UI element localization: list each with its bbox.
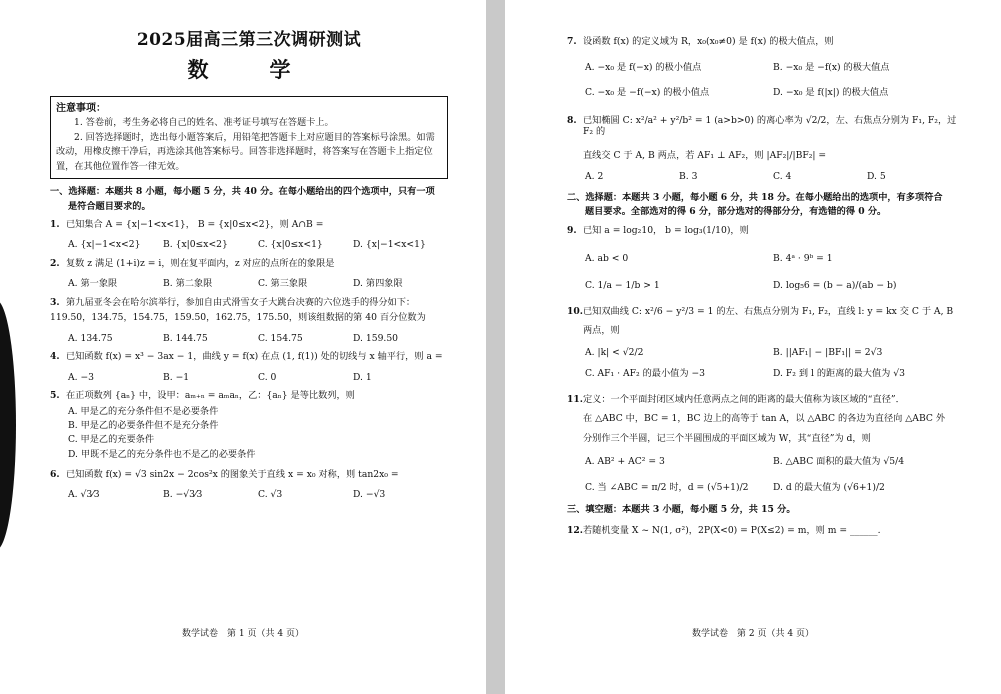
question-text: 已知椭圆 C: x²/a² + y²/b² = 1 (a>b>0) 的离心率为 √2/2，左、右焦点分别为 F₁, F₂，过 F₂ 的 <box>583 114 957 137</box>
question-data: 119.50，134.75，154.75，159.50，162.75，175.50，则该组数据的第 40 百分位数为 <box>50 312 426 324</box>
option-c: C. 第三象限 <box>258 278 308 290</box>
option-b: B. −x₀ 是 −f(x) 的极大值点 <box>773 61 890 73</box>
exam-title: 2025届高三第三次调研测试 <box>136 30 362 50</box>
notice-box <box>50 96 448 180</box>
option-c: C. 0 <box>258 371 277 383</box>
question-10 <box>567 306 961 380</box>
question-11 <box>567 394 961 494</box>
option-a: A. AB² + AC² = 3 <box>585 456 665 467</box>
option-b: B. {x|0≤x<2} <box>163 239 228 251</box>
question-number: 2. <box>50 257 60 269</box>
option-d: D. 5 <box>867 171 886 182</box>
question-text-line-2: 两点，则 <box>583 325 620 336</box>
question-text: 已知函数 f(x) = x³ − 3ax − 1，曲线 y = f(x) 在点 (1, f(1)) 处的切线与 x 轴平行，则 a = <box>66 351 443 363</box>
option-a: A. 134.75 <box>68 332 113 344</box>
option-c: C. 甲是乙的充要条件 <box>68 434 155 446</box>
option-a: A. ab < 0 <box>585 252 629 264</box>
option-c: C. AF₁ · AF₂ 的最小值为 −3 <box>585 368 706 379</box>
exam-subject: 数 学 <box>187 57 311 83</box>
notice-item-1: 1. 答卷前，考生务必将自己的姓名、准考证号填写在答题卡上。 <box>74 117 334 129</box>
question-2 <box>50 258 448 290</box>
question-text: 已知双曲线 C: x²/6 − y²/3 = 1 的左、右焦点分别为 F₁, F₂，直线 l: y = kx 交 C 于 A, B <box>583 305 954 317</box>
question-9 <box>567 225 961 292</box>
section-1-line-2: 是符合题目要求的。 <box>68 200 151 212</box>
option-d: D. 159.50 <box>353 332 399 344</box>
binding-shadow <box>0 300 16 550</box>
option-b: B. −√3⁄3 <box>163 489 203 501</box>
question-text-line-2: 直线交 C 于 A, B 两点，若 AF₁ ⊥ AF₂，则 |AF₂|/|BF₂| = <box>583 149 827 161</box>
option-d: D. {x|−1<x<1} <box>353 239 426 251</box>
option-a: A. |k| < √2/2 <box>585 346 644 358</box>
section-2-line-2: 题目要求。全部选对的得 6 分，部分选对的得部分分，有选错的得 0 分。 <box>585 205 887 217</box>
question-4 <box>50 351 448 383</box>
section-3-heading: 三、填空题：本题共 3 小题，每小题 5 分，共 15 分。 <box>567 504 796 515</box>
section-2-line-1: 二、选择题：本题共 3 小题，每小题 6 分，共 18 分。在每小题给出的选项中，有多项符合 <box>567 191 943 203</box>
question-number: 11. <box>567 393 583 405</box>
question-number: 5. <box>50 390 60 402</box>
option-a: A. √3⁄3 <box>68 489 100 501</box>
option-b: B. 144.75 <box>163 332 208 344</box>
page-gutter <box>486 0 505 694</box>
option-d: D. log₅6 = (b − a)/(ab − b) <box>773 280 897 291</box>
option-a: A. 2 <box>585 171 604 182</box>
question-12 <box>567 525 961 537</box>
exam-page-2 <box>505 0 1001 694</box>
option-d: D. −x₀ 是 f(|x|) 的极大值点 <box>773 87 889 98</box>
exam-page-1 <box>0 0 486 694</box>
question-text: 已知集合 A = {x|−1<x<1}， B = {x|0≤x<2}，则 A∩B = <box>66 218 324 230</box>
option-a: A. −3 <box>68 371 95 383</box>
section-1-heading <box>50 185 448 214</box>
question-text-line-3: 分别作三个半圆，记三个半圆围成的平面区域为 W，其“直径”为 d，则 <box>583 432 871 444</box>
question-text: 已知函数 f(x) = √3 sin2x − 2cos²x 的图象关于直线 x = x₀ 对称，则 tan2x₀ = <box>66 468 399 480</box>
question-number: 10. <box>567 305 583 317</box>
option-c: C. 154.75 <box>258 332 303 344</box>
option-d: D. 1 <box>353 371 372 383</box>
option-b: B. ||AF₁| − |BF₁|| = 2√3 <box>773 346 883 358</box>
option-c: C. 当 ∠ABC = π/2 时，d = (√5+1)/2 <box>585 481 749 493</box>
question-text: 设函数 f(x) 的定义域为 R，x₀(x₀≠0) 是 f(x) 的极大值点，则 <box>583 36 834 47</box>
option-b: B. 甲是乙的必要条件但不是充分条件 <box>68 420 219 432</box>
question-number: 12. <box>567 525 583 537</box>
option-b: B. 3 <box>679 171 698 182</box>
option-d: D. 第四象限 <box>353 278 403 290</box>
question-text: 定义：一个平面封闭区域内任意两点之间的距离的最大值称为该区域的“直径”． <box>583 393 905 405</box>
option-a: A. 第一象限 <box>68 278 118 290</box>
option-b: B. −1 <box>163 371 190 383</box>
question-number: 6. <box>50 468 60 480</box>
section-1-line-1: 一、选择题：本题共 8 小题，每小题 5 分，共 40 分。在每小题给出的四个选项中，只有一项 <box>50 186 435 198</box>
option-d: D. 甲既不是乙的充分条件也不是乙的必要条件 <box>68 448 256 460</box>
question-text: 若随机变量 X ~ N(1, σ²)，2P(X<0) = P(X≤2) = m，则 m = ______. <box>583 525 881 537</box>
question-text: 在正项数列 {aₙ} 中，设甲：aₘ₊ₙ = aₘaₙ，乙：{aₙ} 是等比数列，则 <box>66 390 355 402</box>
question-3 <box>50 297 448 345</box>
question-text: 复数 z 满足 (1+i)z = i，则在复平面内，z 对应的点所在的象限是 <box>66 257 335 269</box>
option-c: C. 1/a − 1/b > 1 <box>585 280 660 291</box>
question-number: 3. <box>50 296 60 308</box>
option-c: C. 4 <box>773 171 792 182</box>
option-d: D. −√3 <box>353 489 386 501</box>
question-text: 第九届亚冬会在哈尔滨举行，参加自由式滑雪女子大跳台决赛的六位选手的得分如下： <box>66 296 416 308</box>
question-7 <box>567 36 961 99</box>
question-8 <box>567 115 961 183</box>
option-c: C. {x|0≤x<1} <box>258 239 323 251</box>
question-text-line-2: 在 △ABC 中，BC = 1，BC 边上的高等于 tan A，以 △ABC 的各边为直径向 △ABC 外 <box>583 413 946 424</box>
page-footer: 数学试卷 第 2 页（共 4 页） <box>692 628 814 639</box>
option-c: C. √3 <box>258 489 283 501</box>
option-d: D. F₂ 到 l 的距离的最大值为 √3 <box>773 368 905 379</box>
notice-item-2: 2. 回答选择题时，选出每小题答案后，用铅笔把答题卡上对应题目的答案标号涂黑。如需改动，用橡皮擦干净后，再选涂其他答案标号。回答非选择题时，将答案写在答题卡上指定位置，在其他位置作答一律无效。 <box>56 131 435 172</box>
question-1 <box>50 219 448 251</box>
option-b: B. 4ᵃ · 9ᵇ = 1 <box>773 252 833 264</box>
option-b: B. 第二象限 <box>163 278 213 290</box>
option-b: B. △ABC 面积的最大值为 √5/4 <box>773 456 905 467</box>
question-text: 已知 a = log₂10， b = log₃(1/10)，则 <box>583 225 749 236</box>
option-c: C. −x₀ 是 −f(−x) 的极小值点 <box>585 87 710 98</box>
option-d: D. d 的最大值为 (√6+1)/2 <box>773 481 885 493</box>
notice-heading: 注意事项： <box>56 102 106 114</box>
question-number: 1. <box>50 218 60 230</box>
question-number: 8. <box>567 114 577 126</box>
question-number: 4. <box>50 351 60 363</box>
option-a: A. {x|−1<x<2} <box>68 239 141 251</box>
question-number: 9. <box>567 225 577 236</box>
question-5 <box>50 390 448 462</box>
question-number: 7. <box>567 36 577 47</box>
page-footer: 数学试卷 第 1 页（共 4 页） <box>182 628 304 639</box>
option-a: A. 甲是乙的充分条件但不是必要条件 <box>68 405 219 417</box>
section-2-heading <box>567 191 961 220</box>
question-6 <box>50 469 448 501</box>
option-a: A. −x₀ 是 f(−x) 的极小值点 <box>585 61 702 73</box>
